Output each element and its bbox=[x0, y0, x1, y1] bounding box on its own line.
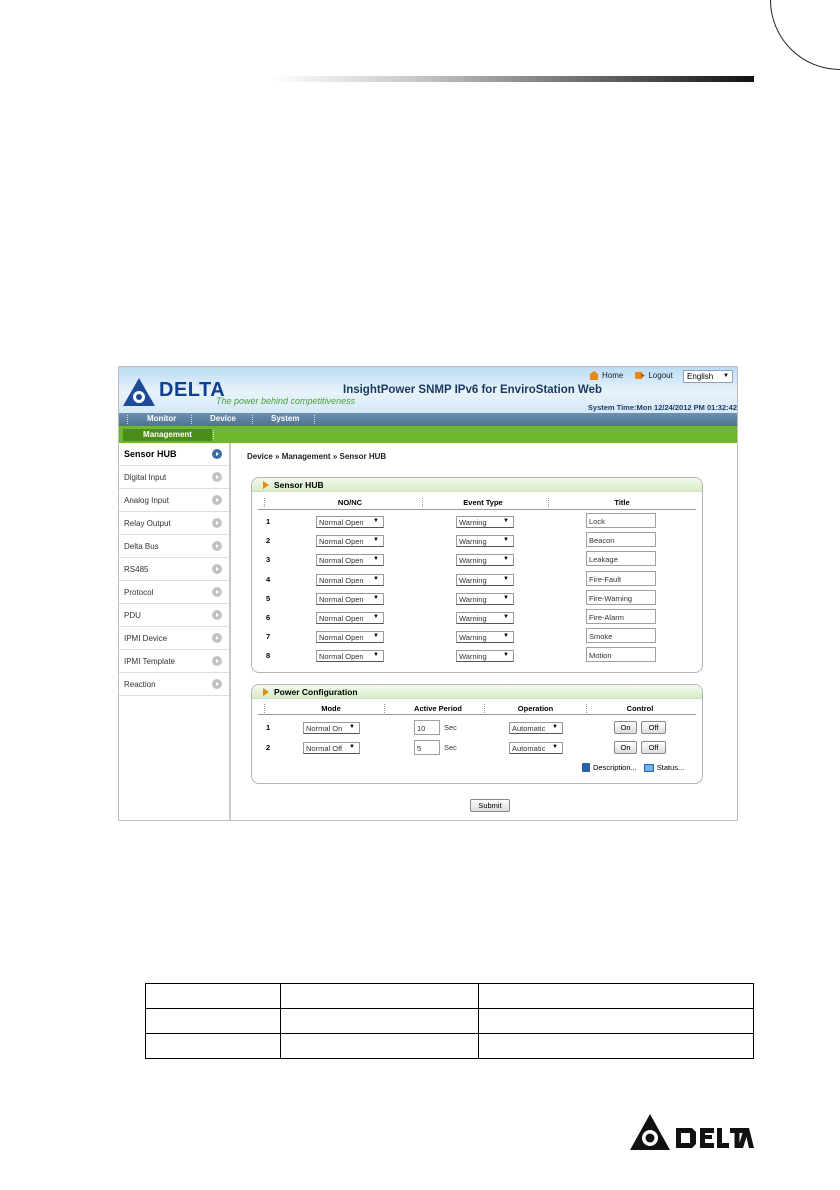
header-underline bbox=[258, 509, 696, 510]
header-control: Control bbox=[626, 704, 654, 713]
header-separator bbox=[264, 498, 265, 507]
power-config-title: Power Configuration bbox=[252, 685, 702, 699]
subnav-separator bbox=[213, 430, 214, 439]
title-input[interactable]: Beacon bbox=[586, 532, 656, 547]
arrow-right-icon bbox=[212, 495, 222, 505]
nonc-value: Normal Open bbox=[319, 556, 364, 566]
table-cell bbox=[479, 1009, 754, 1034]
title-input[interactable]: Fire-Warning bbox=[586, 590, 656, 605]
nonc-select[interactable] bbox=[316, 574, 384, 586]
row-number: 5 bbox=[266, 593, 271, 603]
sidebar-item-reaction[interactable] bbox=[119, 673, 229, 696]
row-number: 2 bbox=[266, 743, 271, 752]
chevron-down-icon: ▼ bbox=[373, 652, 379, 659]
header-separator bbox=[264, 704, 265, 713]
title-input[interactable]: Fire-Alarm bbox=[586, 609, 656, 624]
header-title: Title bbox=[614, 498, 630, 507]
header-nonc: NO/NC bbox=[337, 498, 363, 507]
chevron-down-icon: ▼ bbox=[373, 518, 379, 524]
nav-separator bbox=[127, 415, 128, 424]
sidebar-item-digital-input[interactable] bbox=[119, 466, 229, 489]
active-period-input[interactable]: 5 bbox=[414, 740, 440, 755]
breadcrumb: Device » Management » Sensor HUB bbox=[247, 452, 387, 461]
table-cell bbox=[146, 984, 281, 1009]
top-links bbox=[589, 371, 673, 380]
chevron-down-icon: ▼ bbox=[349, 744, 355, 750]
nonc-value: Normal Open bbox=[319, 633, 364, 643]
header-event-type: Event Type bbox=[463, 498, 503, 507]
delta-logo-icon bbox=[122, 377, 156, 407]
table-cell bbox=[281, 1034, 479, 1059]
nonc-value: Normal Open bbox=[319, 537, 364, 547]
chevron-down-icon: ▼ bbox=[373, 575, 379, 582]
sidebar-item-relay-output[interactable] bbox=[119, 512, 229, 535]
nonc-value: Normal Open bbox=[319, 594, 364, 604]
arrow-right-icon bbox=[212, 449, 222, 459]
home-link[interactable] bbox=[589, 371, 623, 380]
delta-footer-logo-icon bbox=[628, 1110, 754, 1154]
tab-monitor[interactable]: Monitor bbox=[147, 414, 177, 423]
header-rule bbox=[270, 76, 754, 82]
chevron-down-icon: ▼ bbox=[373, 594, 379, 601]
help-links bbox=[582, 763, 684, 772]
title-input[interactable]: Smoke bbox=[586, 628, 656, 643]
operation-select[interactable] bbox=[509, 722, 563, 734]
chevron-down-icon: ▼ bbox=[373, 614, 379, 620]
header-separator bbox=[422, 498, 423, 507]
row-number: 4 bbox=[266, 574, 271, 584]
event-type-select[interactable] bbox=[456, 516, 514, 528]
sidebar-item-protocol[interactable] bbox=[119, 581, 229, 604]
nonc-value: Normal Open bbox=[319, 518, 364, 527]
sidebar-item-analog-input[interactable] bbox=[119, 489, 229, 512]
sidebar-item-delta-bus[interactable] bbox=[119, 535, 229, 558]
header-mode: Mode bbox=[321, 704, 341, 713]
nav-separator bbox=[191, 415, 192, 424]
mode-select[interactable] bbox=[303, 742, 360, 754]
brand-name: DELTA bbox=[159, 379, 226, 401]
tab-management[interactable]: Management bbox=[123, 429, 212, 441]
chevron-down-icon: ▼ bbox=[503, 556, 509, 563]
web-ui-screenshot bbox=[118, 366, 738, 821]
nonc-select[interactable] bbox=[316, 612, 384, 624]
nav-separator bbox=[314, 415, 315, 424]
row-number: 1 bbox=[266, 517, 271, 526]
row-number: 3 bbox=[266, 555, 271, 565]
nonc-value: Normal Open bbox=[319, 575, 364, 585]
on-button[interactable]: On bbox=[614, 721, 637, 734]
main-nav bbox=[119, 413, 738, 426]
mode-value: Normal On bbox=[306, 724, 343, 733]
arrow-right-icon bbox=[212, 472, 222, 482]
header-separator bbox=[484, 704, 485, 713]
sidebar-item-label: RS485 bbox=[124, 565, 149, 574]
header-separator bbox=[586, 704, 587, 713]
arrow-right-icon bbox=[212, 610, 222, 620]
sidebar-item-label: Delta Bus bbox=[124, 542, 159, 551]
row-number: 8 bbox=[266, 651, 271, 661]
table-row bbox=[146, 1034, 754, 1059]
event-type-value: Warning bbox=[459, 575, 487, 585]
event-type-value: Warning bbox=[459, 518, 487, 527]
arrow-right-icon bbox=[212, 587, 222, 597]
sidebar-item-rs485[interactable] bbox=[119, 558, 229, 581]
language-value: English bbox=[687, 372, 714, 381]
mode-select[interactable] bbox=[303, 722, 360, 734]
active-period-input[interactable]: 10 bbox=[414, 720, 440, 735]
sidebar-item-sensor-hub[interactable] bbox=[119, 443, 229, 466]
event-type-select[interactable] bbox=[456, 574, 514, 586]
operation-value: Automatic bbox=[512, 744, 546, 753]
app-title: InsightPower SNMP IPv6 for EnviroStation Web bbox=[343, 384, 603, 396]
sidebar-item-label: Relay Output bbox=[124, 519, 171, 528]
table-cell bbox=[281, 1009, 479, 1034]
event-type-value: Warning bbox=[459, 633, 487, 643]
status-link[interactable]: Status... bbox=[656, 763, 685, 772]
mode-value: Normal Off bbox=[306, 744, 343, 753]
title-input[interactable]: Lock bbox=[586, 513, 656, 528]
chevron-down-icon: ▼ bbox=[503, 518, 509, 524]
header-active-period: Active Period bbox=[414, 704, 462, 713]
operation-select[interactable] bbox=[509, 742, 563, 754]
event-type-select[interactable] bbox=[456, 631, 514, 643]
sensor-hub-panel bbox=[251, 477, 703, 673]
operation-value: Automatic bbox=[512, 724, 546, 733]
nonc-value: Normal Open bbox=[319, 614, 364, 623]
app-header bbox=[119, 367, 738, 413]
title-input[interactable]: Fire-Fault bbox=[586, 571, 656, 586]
chevron-down-icon: ▼ bbox=[503, 575, 509, 582]
chevron-down-icon: ▼ bbox=[349, 724, 355, 730]
logout-icon bbox=[635, 371, 645, 380]
event-type-select[interactable] bbox=[456, 554, 514, 566]
row-number: 1 bbox=[266, 723, 271, 732]
arrow-right-icon bbox=[212, 518, 222, 528]
nonc-select[interactable] bbox=[316, 631, 384, 643]
sidebar-item-label: Digital Input bbox=[124, 473, 167, 482]
nonc-select[interactable] bbox=[316, 535, 384, 547]
arrow-right-icon bbox=[212, 679, 222, 689]
period-unit: Sec bbox=[444, 723, 457, 732]
arrow-right-icon bbox=[212, 541, 222, 551]
sub-nav bbox=[119, 426, 738, 443]
chevron-down-icon: ▼ bbox=[552, 744, 558, 750]
off-button[interactable]: Off bbox=[641, 741, 666, 754]
sensor-hub-title: Sensor HUB bbox=[252, 478, 702, 492]
table-cell bbox=[146, 1034, 281, 1059]
spec-table bbox=[145, 983, 754, 1059]
table-cell bbox=[146, 1009, 281, 1034]
home-icon bbox=[589, 371, 599, 380]
event-type-select[interactable] bbox=[456, 612, 514, 624]
tab-system[interactable]: System bbox=[271, 414, 300, 423]
event-type-select[interactable] bbox=[456, 650, 514, 662]
row-number: 2 bbox=[266, 536, 271, 546]
sidebar-item-label: IPMI Device bbox=[124, 634, 168, 643]
off-button[interactable]: Off bbox=[641, 721, 666, 734]
language-select[interactable] bbox=[683, 370, 733, 383]
arrow-right-icon bbox=[212, 633, 222, 643]
table-cell bbox=[281, 984, 479, 1009]
header-separator bbox=[548, 498, 549, 507]
book-icon bbox=[582, 763, 590, 772]
logout-label: Logout bbox=[648, 371, 673, 380]
event-type-value: Warning bbox=[459, 614, 487, 623]
home-label: Home bbox=[602, 371, 624, 380]
event-type-value: Warning bbox=[459, 652, 487, 662]
table-row bbox=[146, 1009, 754, 1034]
nonc-select[interactable] bbox=[316, 650, 384, 662]
title-input[interactable]: Leakage bbox=[586, 551, 656, 566]
logout-link[interactable] bbox=[635, 371, 672, 380]
system-time: System Time:Mon 12/24/2012 PM 01:32:42 bbox=[587, 403, 737, 412]
chevron-down-icon: ▼ bbox=[503, 537, 509, 544]
chevron-down-icon: ▼ bbox=[373, 556, 379, 563]
event-type-select[interactable] bbox=[456, 593, 514, 605]
sidebar-item-label: Protocol bbox=[124, 588, 154, 597]
event-type-select[interactable] bbox=[456, 535, 514, 547]
sidebar-item-label: Sensor HUB bbox=[124, 449, 177, 459]
sidebar-item-label: Reaction bbox=[124, 680, 156, 689]
nonc-value: Normal Open bbox=[319, 652, 364, 662]
header-separator bbox=[384, 704, 385, 713]
arrow-right-icon bbox=[212, 564, 222, 574]
chevron-down-icon: ▼ bbox=[373, 633, 379, 640]
sidebar-item-pdu[interactable] bbox=[119, 604, 229, 627]
nonc-select[interactable] bbox=[316, 593, 384, 605]
sidebar-item-ipmi-template[interactable] bbox=[119, 650, 229, 673]
header-underline bbox=[258, 714, 696, 715]
table-cell bbox=[479, 1034, 754, 1059]
chevron-down-icon: ▼ bbox=[503, 633, 509, 640]
sidebar bbox=[119, 443, 231, 821]
table-cell bbox=[479, 984, 754, 1009]
header-operation: Operation bbox=[517, 704, 554, 713]
nonc-select[interactable] bbox=[316, 554, 384, 566]
chevron-down-icon: ▼ bbox=[503, 594, 509, 601]
event-type-value: Warning bbox=[459, 556, 487, 566]
chevron-down-icon: ▼ bbox=[373, 537, 379, 544]
description-link[interactable]: Description... bbox=[593, 763, 637, 772]
main-content bbox=[233, 443, 738, 821]
chevron-down-icon: ▼ bbox=[503, 652, 509, 659]
sidebar-item-ipmi-device[interactable] bbox=[119, 627, 229, 650]
nav-separator bbox=[252, 415, 253, 424]
chevron-down-icon: ▼ bbox=[503, 614, 509, 620]
event-type-value: Warning bbox=[459, 594, 487, 604]
power-config-panel bbox=[251, 684, 703, 784]
chevron-down-icon: ▼ bbox=[723, 373, 729, 379]
on-button[interactable]: On bbox=[614, 741, 637, 754]
nonc-select[interactable] bbox=[316, 516, 384, 528]
row-number: 7 bbox=[266, 632, 271, 642]
title-input[interactable]: Motion bbox=[586, 647, 656, 662]
submit-button[interactable]: Submit bbox=[470, 799, 510, 812]
table-row bbox=[146, 984, 754, 1009]
event-type-value: Warning bbox=[459, 537, 487, 547]
page-corner-curve bbox=[770, 0, 840, 70]
period-unit: Sec bbox=[444, 743, 457, 752]
sidebar-item-label: Analog Input bbox=[124, 496, 169, 505]
tagline: The power behind competitiveness bbox=[216, 396, 356, 406]
sidebar-item-label: PDU bbox=[124, 611, 141, 620]
tab-device[interactable]: Device bbox=[210, 414, 236, 423]
chevron-down-icon: ▼ bbox=[552, 724, 558, 730]
monitor-icon bbox=[644, 764, 654, 772]
arrow-right-icon bbox=[212, 656, 222, 666]
row-number: 6 bbox=[266, 613, 271, 622]
sidebar-item-label: IPMI Template bbox=[124, 657, 175, 666]
